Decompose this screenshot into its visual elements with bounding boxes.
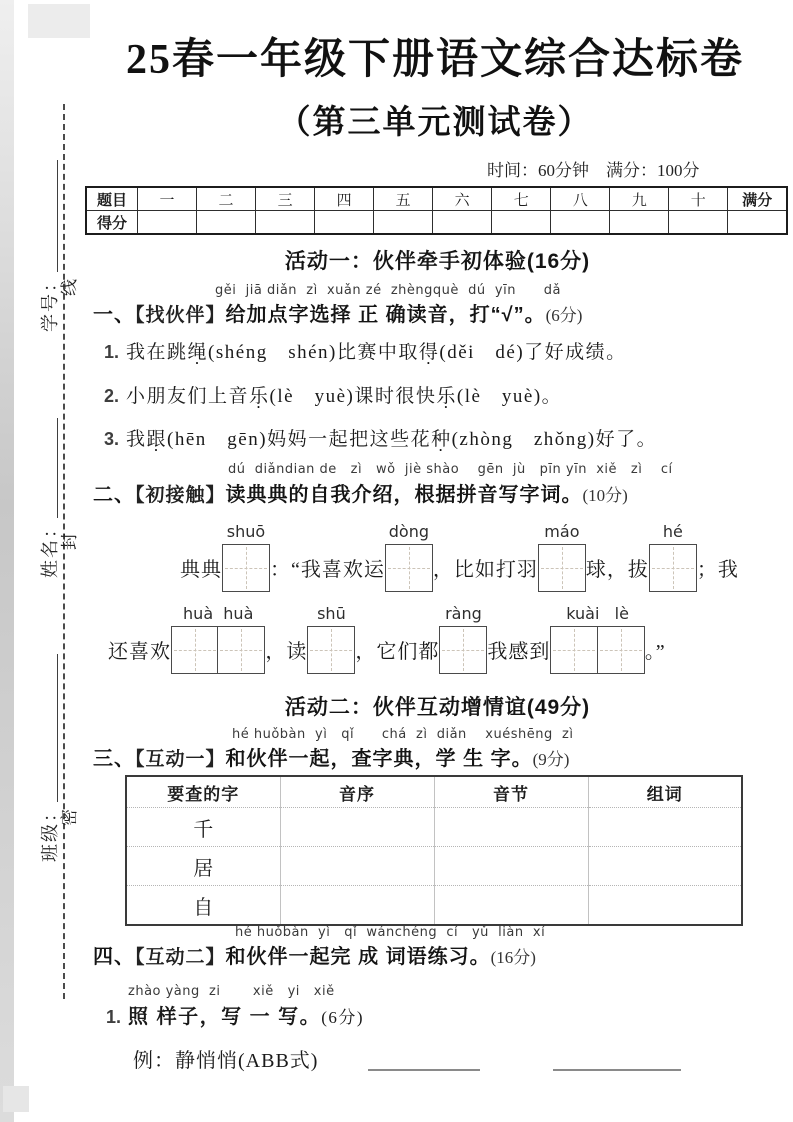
score-table-col-header: 六 bbox=[433, 187, 492, 211]
student-id-label: 学号： bbox=[40, 272, 60, 332]
text-segment: (shéng shén)比赛中取 bbox=[208, 342, 419, 363]
dict-table-header: 音序 bbox=[280, 776, 434, 808]
dict-table-header: 组词 bbox=[588, 776, 742, 808]
question-item bbox=[104, 424, 657, 451]
class-field bbox=[36, 654, 62, 862]
score-table-col-header: 五 bbox=[374, 187, 433, 211]
writing-line-text: 。” bbox=[644, 641, 666, 663]
section3-number: 三、 bbox=[93, 748, 135, 770]
section3-heading bbox=[93, 742, 569, 771]
section2-number: 二、 bbox=[93, 484, 135, 506]
box-pinyin-label bbox=[265, 594, 307, 625]
class-blank[interactable] bbox=[56, 654, 58, 802]
writing-line-text: ：“我喜欢运 bbox=[270, 559, 385, 581]
section4-tag: 【互动二】 bbox=[135, 947, 226, 968]
section3-tag: 【互动一】 bbox=[135, 749, 226, 770]
score-cell-empty[interactable] bbox=[197, 211, 256, 235]
score-table-col-header: 七 bbox=[492, 187, 551, 211]
dict-table-header: 音节 bbox=[434, 776, 588, 808]
score-table-col-header: 满分 bbox=[728, 187, 787, 211]
writing-line-segment bbox=[433, 512, 538, 592]
section1-tag: 【找伙伴】 bbox=[135, 305, 226, 326]
section4-pinyin: hé huǒbàn yì qǐ wánchéng cí yǔ liàn xí bbox=[235, 925, 546, 940]
writing-line-segment bbox=[586, 512, 649, 592]
score-table-col-header: 九 bbox=[610, 187, 669, 211]
class-label: 班级： bbox=[40, 802, 60, 862]
writing-box-row bbox=[649, 544, 697, 592]
writing-box-group bbox=[550, 625, 644, 674]
score-cell-empty[interactable] bbox=[610, 211, 669, 235]
question-number: 3. bbox=[104, 429, 120, 449]
text-segment: (hēn gēn)妈妈一起把这些花 bbox=[167, 429, 432, 450]
section2-score: (10分) bbox=[582, 486, 628, 505]
dotted-character: 绳 bbox=[187, 342, 209, 363]
writing-line-text: ，读 bbox=[265, 641, 308, 663]
score-table-col-header: 一 bbox=[138, 187, 197, 211]
dict-answer-cell[interactable] bbox=[588, 847, 742, 886]
writing-line-segment bbox=[307, 594, 355, 674]
dotted-character: 乐 bbox=[249, 386, 270, 407]
dict-answer-cell[interactable] bbox=[280, 847, 434, 886]
sub1-number: 1. bbox=[106, 1007, 122, 1027]
dict-answer-cell[interactable] bbox=[588, 886, 742, 926]
score-cell-empty[interactable] bbox=[138, 211, 197, 235]
score-cell-empty[interactable] bbox=[669, 211, 728, 235]
box-pinyin-label: huà huà bbox=[183, 604, 254, 623]
box-pinyin-label bbox=[586, 512, 649, 543]
writing-box[interactable] bbox=[171, 626, 219, 674]
sub1-heading bbox=[106, 1000, 364, 1029]
text-segment: 我在跳 bbox=[126, 342, 188, 363]
writing-line-text: 还喜欢 bbox=[108, 641, 171, 663]
box-pinyin-label: shū bbox=[317, 604, 346, 623]
activity1-title: 活动一：伙伴牵手初体验(16分) bbox=[284, 250, 591, 273]
sub1-pinyin: zhào yàng zi xiě yi xiě bbox=[128, 984, 335, 999]
question-number: 1. bbox=[104, 342, 120, 362]
writing-box-group bbox=[307, 625, 355, 674]
text-segment: 小朋友们上音 bbox=[126, 386, 250, 407]
writing-box[interactable] bbox=[307, 626, 355, 674]
writing-box-row bbox=[538, 544, 586, 592]
name-label: 姓名： bbox=[40, 518, 60, 578]
dict-table-header: 要查的字 bbox=[167, 784, 240, 804]
student-id-blank[interactable] bbox=[56, 160, 58, 272]
section4-heading bbox=[93, 940, 536, 969]
box-pinyin-label bbox=[180, 512, 222, 543]
writing-line-segment bbox=[550, 594, 644, 674]
score-table-col-header: 十 bbox=[669, 187, 728, 211]
scan-edge-left bbox=[0, 0, 14, 1122]
writing-line-segment bbox=[645, 594, 666, 674]
section4-text: 和伙伴一起完 成 词语练习。 bbox=[225, 946, 491, 968]
writing-box-row bbox=[550, 626, 644, 674]
writing-line-text: 球，拔 bbox=[585, 559, 649, 581]
box-pinyin-label: dòng bbox=[388, 522, 430, 541]
writing-line-segment bbox=[538, 512, 586, 592]
dotted-character: 跟 bbox=[146, 429, 168, 450]
text-segment: (zhòng zhǒng)好了。 bbox=[451, 429, 658, 450]
sub1-text: 照 样子，写 一 写。(6分) bbox=[128, 1006, 365, 1028]
writing-box-group bbox=[649, 543, 697, 592]
text-segment: (lè yuè)课时很快 bbox=[269, 386, 437, 407]
question-text bbox=[126, 424, 657, 451]
box-pinyin-label: máo bbox=[544, 522, 580, 541]
writing-box[interactable] bbox=[217, 626, 265, 674]
writing-line-segment bbox=[487, 594, 550, 674]
writing-box-row bbox=[439, 626, 487, 674]
question-text bbox=[126, 381, 562, 408]
question-item bbox=[104, 381, 562, 408]
score-cell-empty[interactable] bbox=[492, 211, 551, 235]
question-number: 2. bbox=[104, 386, 120, 406]
dict-answer-cell[interactable] bbox=[280, 808, 434, 847]
writing-line-1 bbox=[180, 512, 739, 592]
time-and-score-info: 时间：60分钟 满分：100分 bbox=[487, 161, 700, 180]
score-table bbox=[85, 186, 788, 235]
writing-line-segment bbox=[697, 512, 739, 592]
writing-box[interactable] bbox=[649, 544, 697, 592]
section3-pinyin: hé huǒbàn yì qǐ chá zì diǎn xuéshēng zì bbox=[232, 727, 574, 742]
score-table-corner: 题目 bbox=[86, 187, 138, 211]
section2-heading bbox=[93, 478, 628, 507]
score-cell-empty[interactable] bbox=[256, 211, 315, 235]
section1-pinyin: gěi jiā diǎn zì xuǎn zé zhèngquè dú yīn dǎ bbox=[215, 283, 561, 298]
question-item bbox=[104, 337, 627, 364]
section2-pinyin: dú diǎndian de zì wǒ jiè shào gēn jù pīn yīn xiě zì cí bbox=[228, 462, 673, 477]
box-pinyin-label bbox=[108, 594, 171, 625]
writing-box-row bbox=[307, 626, 355, 674]
dotted-character: 得 bbox=[418, 342, 440, 363]
score-cell-empty[interactable] bbox=[315, 211, 374, 235]
example-label: 例：静悄悄(ABB式) bbox=[133, 1050, 319, 1072]
paper-title: 25春一年级下册语文综合达标卷 bbox=[125, 37, 744, 83]
dotted-character: 乐 bbox=[436, 386, 457, 407]
dictionary-table bbox=[125, 775, 743, 926]
section2-text: 读典典的自我介绍，根据拼音写字词。 bbox=[225, 484, 583, 506]
score-table-col-header: 三 bbox=[256, 187, 315, 211]
section4-number: 四、 bbox=[93, 946, 135, 968]
section1-text: 给加点字选择 正 确读音，打“√”。 bbox=[225, 304, 546, 326]
writing-line-segment bbox=[180, 512, 222, 592]
box-pinyin-label: ràng bbox=[445, 604, 482, 623]
writing-box-group bbox=[222, 543, 270, 592]
score-table-col-header: 二 bbox=[197, 187, 256, 211]
paper-subtitle: （第三单元测试卷） bbox=[277, 105, 593, 141]
writing-box[interactable] bbox=[550, 626, 598, 674]
writing-box[interactable] bbox=[385, 544, 433, 592]
writing-line-text: ，比如打羽 bbox=[432, 559, 538, 581]
seal-char-feng: 封 bbox=[60, 533, 79, 550]
section1-heading bbox=[93, 298, 582, 327]
writing-line-text: 典典 bbox=[180, 559, 222, 581]
dict-answer-cell[interactable] bbox=[434, 808, 588, 847]
writing-box-group bbox=[385, 543, 433, 592]
writing-box-group bbox=[439, 625, 487, 674]
writing-line-2 bbox=[108, 594, 666, 674]
score-cell-empty[interactable] bbox=[374, 211, 433, 235]
writing-box-group bbox=[538, 543, 586, 592]
dict-character-cell: 自 bbox=[126, 886, 280, 926]
writing-line-segment bbox=[108, 594, 171, 674]
writing-box-row bbox=[385, 544, 433, 592]
writing-line-segment bbox=[270, 512, 385, 592]
answer-blank-2[interactable] bbox=[553, 1068, 681, 1071]
writing-line-segment bbox=[649, 512, 697, 592]
dict-answer-cell[interactable] bbox=[434, 886, 588, 926]
student-id-field bbox=[36, 160, 62, 332]
section4-score: (16分) bbox=[490, 948, 536, 967]
writing-line-text: ；我 bbox=[696, 559, 739, 581]
dict-answer-cell[interactable] bbox=[588, 808, 742, 847]
writing-box[interactable] bbox=[597, 626, 645, 674]
seal-char-mi: 密 bbox=[60, 809, 79, 826]
name-blank[interactable] bbox=[56, 418, 58, 518]
activity2-title: 活动二：伙伴互动增情谊(49分) bbox=[284, 696, 591, 719]
writing-box[interactable] bbox=[222, 544, 270, 592]
writing-box-row bbox=[222, 544, 270, 592]
question-text bbox=[126, 337, 627, 364]
seal-char-xian: 线 bbox=[60, 279, 79, 296]
box-pinyin-label bbox=[487, 594, 550, 625]
writing-box[interactable] bbox=[538, 544, 586, 592]
dict-answer-cell[interactable] bbox=[434, 847, 588, 886]
box-pinyin-label bbox=[355, 594, 439, 625]
text-segment: (lè yuè)。 bbox=[456, 386, 563, 407]
seal-dashed-line bbox=[63, 104, 65, 999]
box-pinyin-label: kuài lè bbox=[566, 604, 629, 623]
score-cell-empty[interactable] bbox=[551, 211, 610, 235]
score-cell-empty[interactable] bbox=[433, 211, 492, 235]
box-pinyin-label bbox=[433, 512, 538, 543]
box-pinyin-label bbox=[270, 512, 385, 543]
box-pinyin-label: hé bbox=[662, 522, 683, 541]
section2-tag: 【初接触】 bbox=[135, 485, 226, 506]
writing-line-segment bbox=[385, 512, 433, 592]
section3-text: 和伙伴一起，查字典，学 生 字。 bbox=[225, 748, 533, 770]
answer-blank-1[interactable] bbox=[368, 1068, 480, 1071]
writing-line-segment bbox=[355, 594, 439, 674]
scan-artifact-bottom-left bbox=[3, 1086, 29, 1112]
writing-box[interactable] bbox=[439, 626, 487, 674]
box-pinyin-label: shuō bbox=[226, 522, 266, 541]
dotted-character: 种 bbox=[431, 429, 452, 450]
writing-line-segment bbox=[439, 594, 487, 674]
section3-score: (9分) bbox=[532, 750, 570, 769]
text-segment: (děi dé)了好成绩。 bbox=[439, 342, 627, 363]
score-table-col-header: 四 bbox=[315, 187, 374, 211]
score-cell-empty[interactable] bbox=[728, 211, 787, 235]
score-table-col-header: 八 bbox=[551, 187, 610, 211]
writing-line-segment bbox=[171, 594, 265, 674]
name-field bbox=[36, 418, 62, 578]
dict-character-cell: 居 bbox=[126, 847, 280, 886]
dict-answer-cell[interactable] bbox=[280, 886, 434, 926]
text-segment: 我 bbox=[126, 429, 147, 450]
score-row-label: 得分 bbox=[86, 211, 138, 235]
writing-line-text: ，它们都 bbox=[355, 641, 440, 663]
writing-line-text: 我感到 bbox=[487, 641, 551, 663]
sub1-score: (6分) bbox=[321, 1008, 365, 1027]
section1-score: (6分) bbox=[545, 306, 583, 325]
dict-character-cell: 千 bbox=[126, 808, 280, 847]
writing-box-row bbox=[171, 626, 265, 674]
box-pinyin-label bbox=[645, 594, 666, 625]
writing-line-segment bbox=[222, 512, 270, 592]
box-pinyin-label bbox=[697, 512, 739, 543]
writing-box-group bbox=[171, 625, 265, 674]
writing-line-segment bbox=[265, 594, 307, 674]
section1-number: 一、 bbox=[93, 304, 135, 326]
